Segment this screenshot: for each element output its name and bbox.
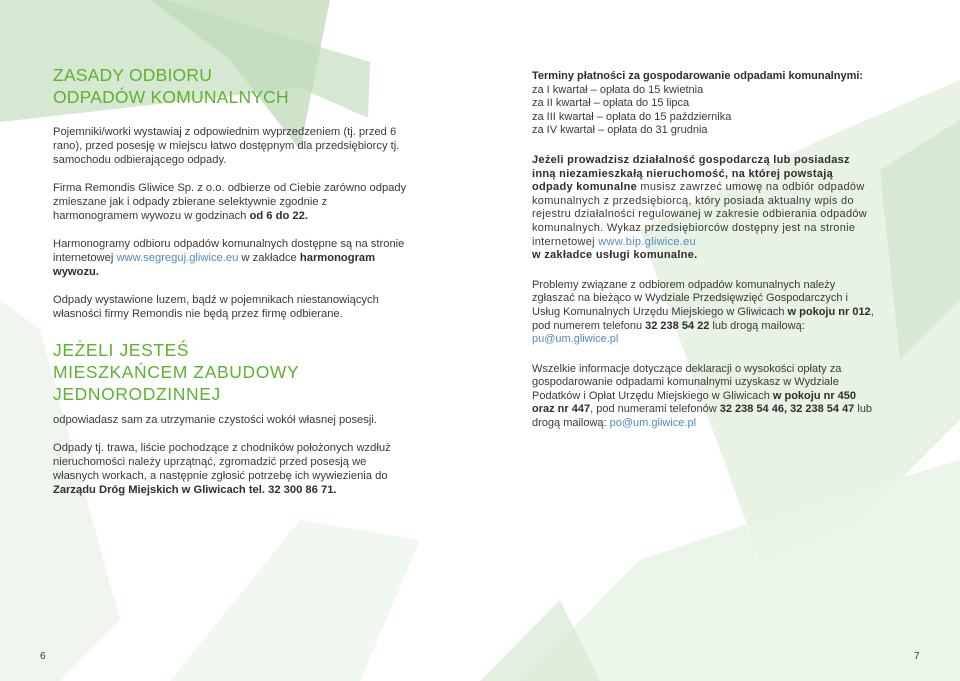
terminy-line-4: za IV kwartał – opłata do 31 grudnia [532, 124, 708, 137]
terminy-line-2: za II kwartał – opłata do 15 lipca [532, 97, 690, 110]
trawa-text: Odpady tj. trawa, liście pochodzące z chodników położonych wzdłuż nieruchomości należy uprzątnąć, zgromadzić przed posesją we własnych workach, a następnie zgłosić potrzebę ich wywiezienia do [53, 442, 391, 482]
arrow-shape-bottom-left [170, 520, 420, 681]
paragraph-odpady-trawa [53, 441, 413, 497]
section-title-line-2: MIESZKAŃCEM ZABUDOWY [53, 362, 300, 382]
right-page [532, 70, 877, 447]
dzialalnosc-bold: Jeżeli prowadzisz działalność gospodarczą lub posiadasz inną niezamieszkałą nieruchomość, na której powstają odpady komunalne [532, 153, 850, 194]
paragraph-pojemniki: Pojemniki/worki wystawiaj z odpowiednim wyprzedzeniem (tj. przed 6 rano), przed posesję w miejscu łatwo dostępnym dla przedsiębiorcy tj. samochodu odbierającego odpady. [53, 126, 400, 166]
page-number-right: 7 [914, 651, 920, 662]
dzialalnosc-text: musisz zawrzeć umowę na odbiór odpadów komunalnych z przedsiębiorcą, który posiada aktualny wpis do rejestru działalności regulowanej w zakresie odbierania odpadów komunalnych. Wykaz przedsiębiorców dostępny jest na stronie internetowej [532, 181, 868, 248]
zdm-contact-bold: Zarządu Dróg Miejskich w Gliwicach tel. 32 300 86 71. [53, 484, 337, 496]
deklaracje-after: lub drogą mailową: [532, 403, 873, 430]
paragraph-problemy [532, 279, 877, 347]
page-number-left: 6 [40, 651, 46, 662]
section-title-line-1: JEŻELI JESTEŚ [53, 340, 190, 360]
pokoj-450-bold: w pokoju nr 450 oraz nr 447 [532, 389, 857, 416]
pu-email-link[interactable]: pu@um.gliwice.pl [532, 333, 619, 346]
problemy-text: Problemy związane z odbiorem odpadów komunalnych należy zgłaszać na bieżąco w Wydziale Przedsięwzięć Gospodarczych i Usług Komunalnych Urzędu Miejskiego w Gliwicach [532, 278, 848, 318]
harmonogram-after: w zakładce [238, 252, 300, 264]
harmonogram-bold: harmonogram wywozu. [53, 252, 376, 278]
paragraph-luzem: Odpady wystawione luzem, bądź w pojemnikach niestanowiących własności firmy Remondis nie będą przez firmę odbierane. [53, 294, 379, 320]
deklaracje-mid: , pod numerami telefonów [590, 403, 720, 416]
paragraph-harmonogramy [53, 237, 413, 279]
remondis-text: Firma Remondis Gliwice Sp. z o.o. odbierze od Ciebie zarówno odpady zmieszane jak i odpady zbierane selektywnie zgodnie z harmonogramem wywozu w godzinach [53, 182, 407, 222]
phone-problemy-bold: 32 238 54 22 [645, 319, 710, 332]
section-title-jednorodzinnej [53, 339, 413, 405]
problemy-after: lub drogą mailową: [709, 319, 805, 332]
paragraph-terminy [532, 70, 877, 138]
title-line-1: ZASADY ODBIORU [53, 65, 213, 85]
page-title [53, 64, 413, 108]
terminy-line-1: za I kwartał – opłata do 15 kwietnia [532, 83, 704, 96]
hours-bold: od 6 do 22. [249, 210, 308, 222]
phone-deklaracje-bold: 32 238 54 46, 32 238 54 47 [719, 403, 855, 416]
harmonogram-text: Harmonogramy odbioru odpadów komunalnych dostępne są na stronie internetowej [53, 238, 405, 264]
paragraph-remondis [53, 181, 413, 223]
title-line-2: ODPADÓW KOMUNALNYCH [53, 87, 289, 107]
left-page [53, 64, 413, 511]
paragraph-dzialalnosc [532, 154, 877, 263]
section-title-line-3: JEDNORODZINNEJ [53, 384, 221, 404]
po-email-link[interactable]: po@um.gliwice.pl [609, 417, 697, 430]
bip-link[interactable]: www.bip.gliwice.eu [598, 235, 696, 248]
problemy-mid: , pod numerem telefonu [532, 305, 874, 332]
paragraph-deklaracje [532, 363, 877, 431]
deklaracje-text: Wszelkie informacje dotyczące deklaracji o wysokości opłaty za gospodarowanie odpadami komunalnymi uzyskasz w Wydziale Podatków i Opłat Urzędu Miejskiego w Gliwicach [532, 362, 842, 402]
pokoj-012-bold: w pokoju nr 012 [787, 305, 871, 318]
paragraph-odpowiadasz: odpowiadasz sam za utrzymanie czystości wokół własnej posesji. [53, 414, 377, 426]
terminy-title: Terminy płatności za gospodarowanie odpadami komunalnymi: [532, 70, 864, 82]
uslugi-komunalne-bold: w zakładce usługi komunalne. [532, 249, 698, 262]
terminy-line-3: za III kwartał – opłata do 15 października [532, 110, 732, 123]
segreguj-link[interactable]: www.segreguj.gliwice.eu [116, 252, 239, 264]
